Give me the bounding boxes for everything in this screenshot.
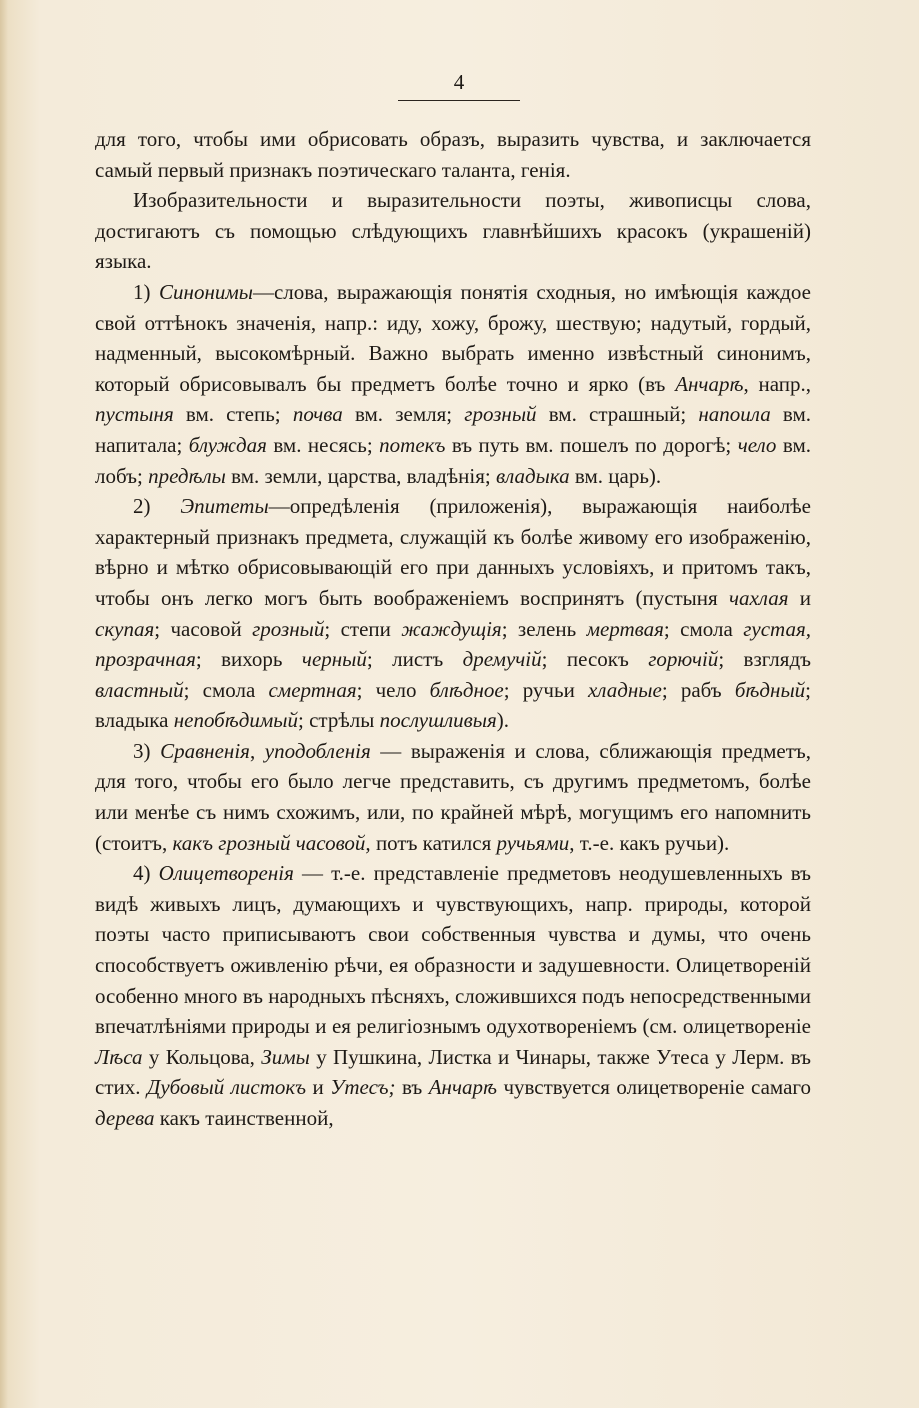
paragraph: [95, 858, 811, 1133]
italic-term: смертная: [268, 677, 357, 702]
text-run: чувствуется олицетвореніе самаго: [496, 1075, 811, 1100]
text-run: вм. лобъ;: [95, 432, 811, 488]
paragraph: [95, 491, 811, 736]
italic-term: напоила: [698, 402, 771, 427]
text-run: въ: [395, 1075, 429, 1100]
paragraph: [95, 736, 811, 858]
text-run: ; чело: [356, 677, 430, 702]
text-run: и: [306, 1075, 331, 1100]
text-run: ; смола: [663, 616, 744, 641]
italic-term: чело: [737, 432, 777, 457]
page-edge-shadow: [0, 0, 8, 1408]
text-run: ; смола: [183, 677, 269, 702]
page-number: 4: [453, 70, 465, 94]
text-run: ; вихорь: [195, 647, 302, 672]
paragraph: [95, 124, 811, 185]
text-run: 4): [133, 861, 159, 886]
body-text: [95, 124, 811, 1134]
text-run: — выраженія и слова, сближающія предметъ, для того, чтобы его было легче представить, съ другимъ предметомъ, болѣе или менѣе съ нимъ схожимъ, или, по крайней мѣрѣ, могущимъ его напомнить (стоитъ,: [95, 738, 812, 855]
text-run: ; взглядъ: [718, 647, 811, 672]
italic-term: горючій: [648, 647, 719, 672]
italic-term: Сравненія: [160, 738, 250, 763]
text-run: вм. напитала;: [95, 402, 811, 457]
italic-term: Олицетворенія: [158, 861, 294, 886]
italic-term: блѣдное: [429, 677, 504, 702]
italic-term: чахлая: [728, 585, 789, 610]
text-run: ; стрѣлы: [297, 708, 380, 733]
italic-term: хладные: [587, 677, 662, 702]
text-run: ; степи: [324, 616, 402, 641]
italic-term: Анчарѣ: [428, 1075, 497, 1100]
text-run: въ путь вм. пошелъ по дорогѣ;: [445, 432, 738, 457]
italic-term: дерева: [95, 1106, 155, 1130]
text-run: для того, чтобы ими обрисовать образъ, выразить чувства, и заключается самый первый признакъ поэтическаго таланта, генія.: [95, 127, 811, 182]
italic-term: грозный: [252, 616, 325, 641]
italic-term: ручьями: [496, 830, 570, 855]
text-run: вм. царь).: [569, 463, 662, 488]
text-run: 1): [133, 279, 160, 304]
text-run: —слова, выражающія понятія сходныя, но имѣющія каждое свой оттѣнокъ значенія, напр.: иду, хожу, брожу, шествую; надутый, гордый, надменный, высокомѣрный. Важно выбрать именно извѣстный синонимъ, который обрисовывалъ бы предметъ болѣе точно и ярко (въ: [95, 279, 811, 396]
text-run: вм. страшный;: [536, 402, 699, 427]
italic-term: скупая: [95, 616, 155, 641]
text-run: ; рабъ: [661, 677, 735, 702]
italic-term: дремучій: [462, 647, 542, 672]
text-run: —опредѣленія (приложенія), выражающія наиболѣе характерный признакъ предмета, служащій къ болѣе живому его изображенію, вѣрно и мѣтко обрисовывающій его при данныхъ условіяхъ, и притомъ такъ, чтобы онъ легко могъ быть воображеніемъ воспринятъ (пустыня: [95, 494, 812, 610]
italic-term: Эпитеты: [180, 494, 269, 519]
text-run: ).: [496, 708, 509, 733]
italic-term: Синонимы: [159, 279, 253, 304]
italic-term: Анчарѣ: [675, 371, 744, 396]
paragraph: [95, 277, 811, 491]
text-run: ; песокъ: [541, 647, 649, 672]
italic-term: владыка: [495, 463, 570, 488]
italic-term: грозный: [464, 402, 537, 427]
italic-term: почва: [292, 402, 343, 427]
text-run: вм. земля;: [342, 402, 465, 427]
italic-term: Зимы: [261, 1044, 310, 1069]
italic-term: предѣлы: [148, 463, 226, 488]
text-run: вм. несясь;: [266, 432, 380, 457]
text-run: вм. земли, царства, владѣнія;: [225, 463, 496, 488]
text-run: вм. степь;: [173, 402, 293, 427]
text-run: ; часовой: [154, 616, 253, 641]
text-run: , напр.,: [743, 371, 812, 396]
italic-term: бѣдный: [734, 677, 806, 702]
text-run: какъ таинственной,: [154, 1106, 334, 1130]
text-run: 3): [133, 738, 161, 763]
italic-term: послушливыя: [379, 708, 497, 733]
italic-term: черный: [301, 647, 367, 672]
text-run: ; зелень: [501, 616, 587, 641]
text-run: — т.-е. представленіе предметовъ неодушевленныхъ въ видѣ живыхъ лицъ, думающихъ и чувствующихъ, напр. природы, которой поэты часто приписываютъ свои собственныя чувства и думы, что очень способствуетъ оживленію рѣчи, ея образности и задушевности. Олицетвореній особенно много въ народныхъ пѣсняхъ, сложившихся подъ непосредственными впечатлѣніями природы и ея религіознымъ одухотвореніемъ (см. олицетвореніе: [95, 861, 811, 1039]
text-run: , т.-е. какъ ручьи).: [569, 830, 730, 855]
paragraph: [95, 185, 811, 277]
italic-term: мертвая: [586, 616, 664, 641]
italic-term: жаждущія: [401, 616, 502, 641]
italic-term: уподобленія: [264, 738, 371, 763]
text-run: ; владыка: [95, 677, 812, 733]
header-rule: [398, 100, 520, 101]
italic-term: Утесъ;: [330, 1075, 396, 1100]
text-run: у Пушкина, Листка и Чинары, также Утеса у Лерм. въ стих.: [95, 1044, 811, 1100]
text-run: ; листъ: [366, 647, 463, 672]
italic-term: непобѣдимый: [173, 708, 298, 733]
text-run: Изобразительности и выразительности поэты, живописцы слова, достигаютъ съ помощью слѣдующихъ главнѣйшихъ красокъ (украшеній) языка.: [95, 188, 811, 274]
text-run: у Кольцова,: [142, 1044, 262, 1069]
text-run: потъ катился: [370, 830, 497, 855]
text-run: ; ручьи: [503, 677, 588, 702]
text-run: 2): [133, 494, 181, 519]
italic-term: властный: [95, 677, 184, 702]
italic-term: густая, прозрачная: [95, 616, 811, 672]
italic-term: Дубовый листокъ: [146, 1075, 307, 1100]
text-run: ,: [249, 738, 265, 763]
italic-term: какъ грозный часовой,: [172, 830, 371, 855]
italic-term: блуждая: [188, 432, 267, 457]
italic-term: пустыня: [95, 402, 174, 427]
text-run: и: [788, 585, 811, 610]
italic-term: Лѣса: [95, 1044, 143, 1069]
italic-term: потекъ: [379, 432, 446, 457]
